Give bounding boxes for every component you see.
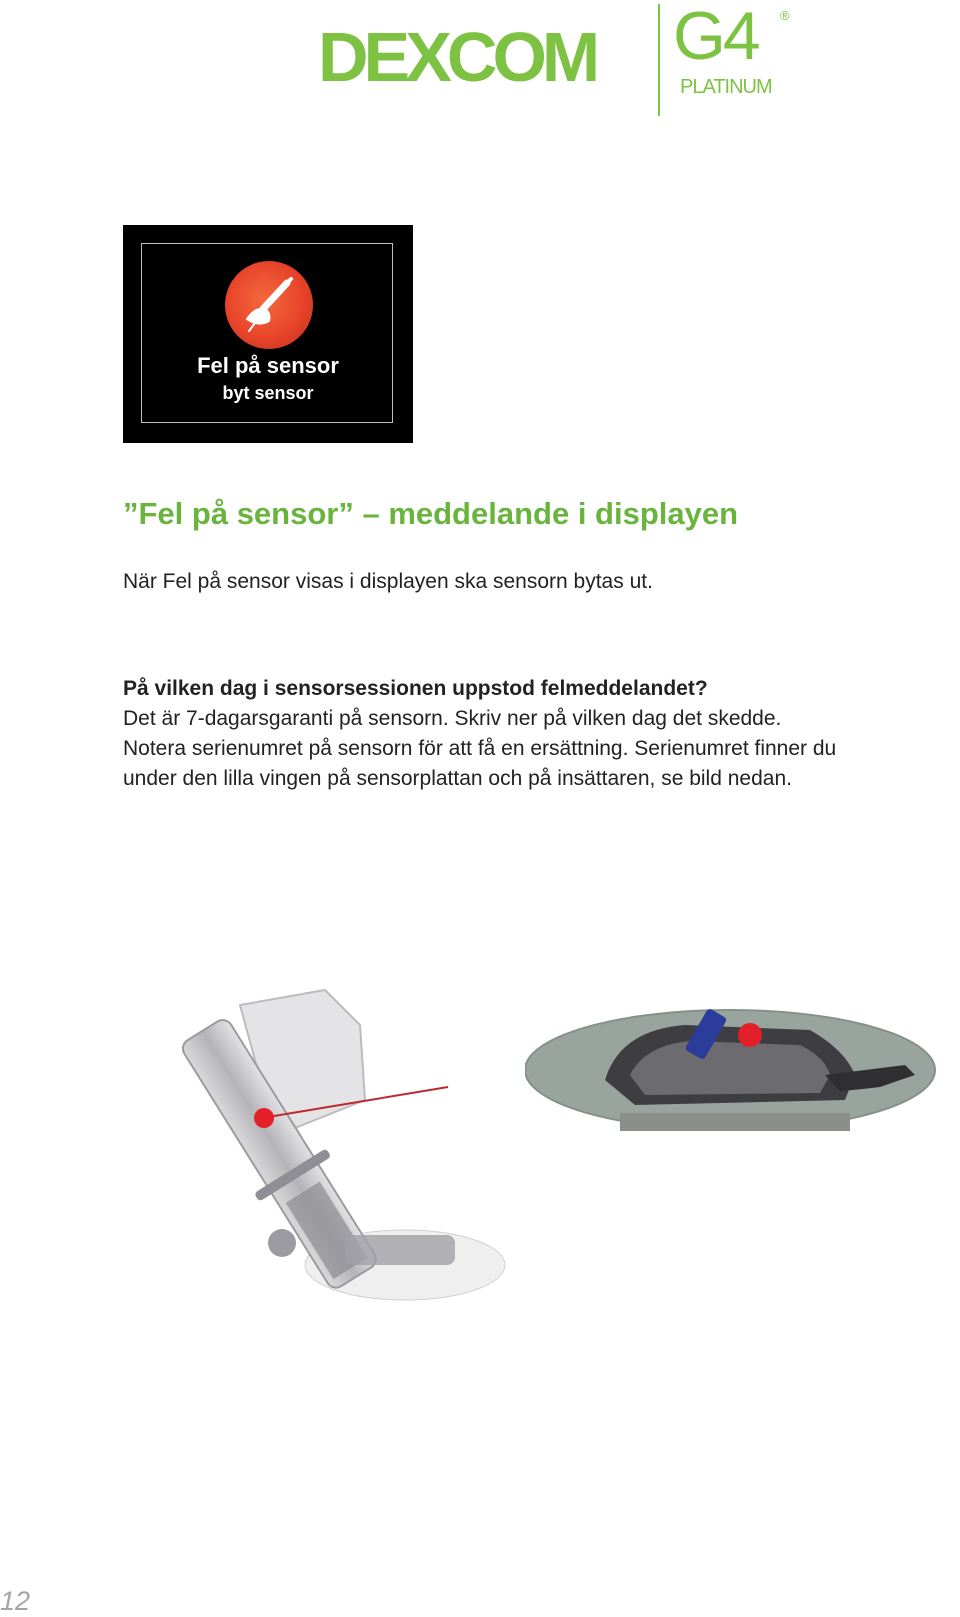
logo-brand-text: DEXCOM (318, 18, 596, 96)
device-display (123, 225, 413, 443)
sensor-pod-photo (525, 995, 955, 1145)
logo-sub-text: PLATINUM (680, 76, 772, 98)
intro-paragraph: När Fel på sensor visas i displayen ska sensorn bytas ut. (123, 570, 653, 593)
brand-logo (318, 0, 798, 120)
page-number: 12 (0, 1586, 31, 1616)
logo-divider (658, 4, 660, 116)
logo-registered-mark: ® (780, 8, 790, 23)
logo-model-text: G4 (673, 0, 758, 74)
sensor-error-icon (225, 261, 313, 349)
display-message-line1: Fel på sensor (197, 353, 339, 378)
instruction-line: Notera serienumret på sensorn för att få en ersättning. Serienumret finner du (123, 737, 837, 760)
instructions-paragraph (123, 674, 960, 794)
display-message-line2: byt sensor (222, 383, 314, 403)
instruction-line: under den lilla vingen på sensorplattan och på insättaren, se bild nedan. (123, 767, 792, 790)
applicator-photo (150, 985, 510, 1315)
question-text: På vilken dag i sensorsessionen uppstod felmeddelandet? (123, 677, 708, 700)
section-heading: ”Fel på sensor” – meddelande i displayen (123, 496, 739, 531)
instruction-line: Det är 7-dagarsgaranti på sensorn. Skriv ner på vilken dag det skedde. (123, 707, 782, 730)
